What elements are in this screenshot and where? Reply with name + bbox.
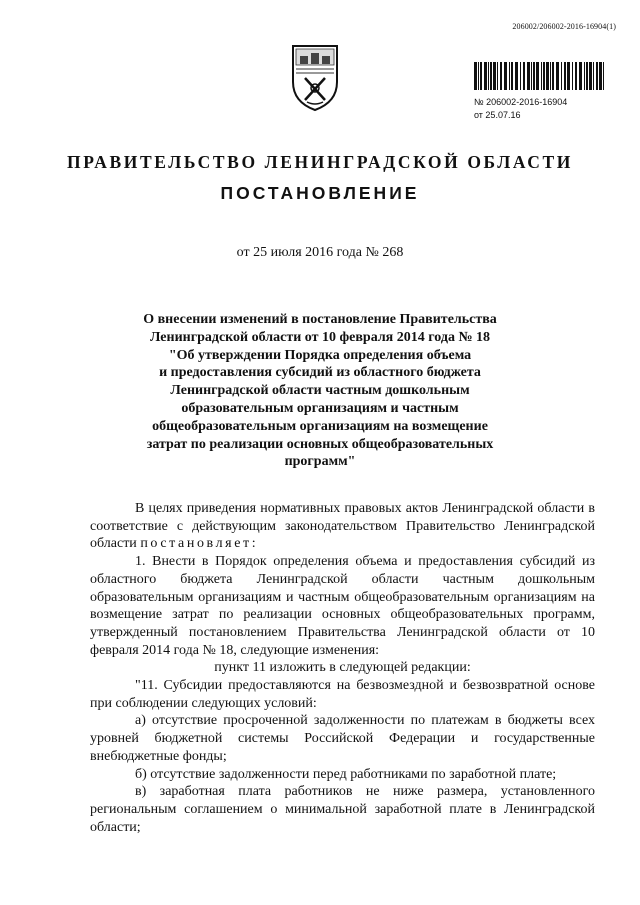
subject-line: Ленинградской области частным дошкольным bbox=[170, 383, 470, 399]
subject-line: образовательным организациям и частным bbox=[181, 400, 459, 416]
spaced-word: постановляет bbox=[140, 536, 252, 552]
body-paragraph: 1. Внести в Порядок определения объема и предоставления субсидий из областного бюджета Ленинградской области частным дошкольным образовательным организациям и частным общеобразовательным организациям на возмещение затрат по реализации основных общеобразовательных программ, утвержденный постановлением Правительства Ленинградской области от 10 февраля 2014 года № 18, следующие изменения: bbox=[90, 554, 595, 658]
barcode-icon bbox=[474, 62, 606, 90]
document-date: от 25 июля 2016 года № 268 bbox=[236, 245, 404, 260]
body-paragraph: пункт 11 изложить в следующей редакции: bbox=[214, 660, 471, 676]
registration-number: № 206002-2016-16904 bbox=[474, 97, 568, 107]
document-body bbox=[90, 500, 595, 836]
document-reference: 206002/206002-2016-16904(1) bbox=[512, 22, 616, 31]
document-type: ПОСТАНОВЛЕНИЕ bbox=[220, 183, 420, 203]
government-title: ПРАВИТЕЛЬСТВО ЛЕНИНГРАДСКОЙ ОБЛАСТИ bbox=[66, 152, 574, 172]
subject-line: затрат по реализации основных общеобразовательных bbox=[146, 436, 494, 452]
registration-date: от 25.07.16 bbox=[474, 110, 521, 120]
body-paragraph: "11. Субсидии предоставляются на безвозмездной и безвозвратной основе при соблюдении следующих условий: bbox=[90, 678, 595, 711]
subject-line: Ленинградской области от 10 февраля 2014 года № 18 bbox=[149, 329, 491, 345]
subject-line: О внесении изменений в постановление Правительства bbox=[143, 312, 497, 327]
body-paragraph: в) заработная плата работников не ниже размера, установленного региональным соглашением о минимальной заработной плате в Ленинградской области; bbox=[90, 784, 595, 835]
subject-line: общеобразовательным организациям на возмещение bbox=[152, 418, 488, 434]
subject-line: программ" bbox=[284, 454, 356, 470]
subject-line: "Об утверждении Порядка определения объема bbox=[168, 347, 472, 363]
body-paragraph bbox=[90, 500, 595, 553]
paragraph-end: : bbox=[251, 536, 256, 552]
body-paragraph: а) отсутствие просроченной задолженности по платежам в бюджеты всех уровней бюджетной системы Российской Федерации и государственные внебюджетные фонды; bbox=[90, 713, 595, 764]
paragraph-text: В целях приведения нормативных правовых актов Ленинградской области в соответствие с действующим законодательством Правительство Ленинградской области bbox=[90, 501, 595, 552]
document-subject bbox=[110, 311, 530, 471]
coat-of-arms-icon bbox=[283, 40, 347, 114]
subject-line: и предоставления субсидий из областного бюджета bbox=[159, 365, 481, 381]
body-paragraph: б) отсутствие задолженности перед работниками по заработной плате; bbox=[135, 766, 557, 782]
